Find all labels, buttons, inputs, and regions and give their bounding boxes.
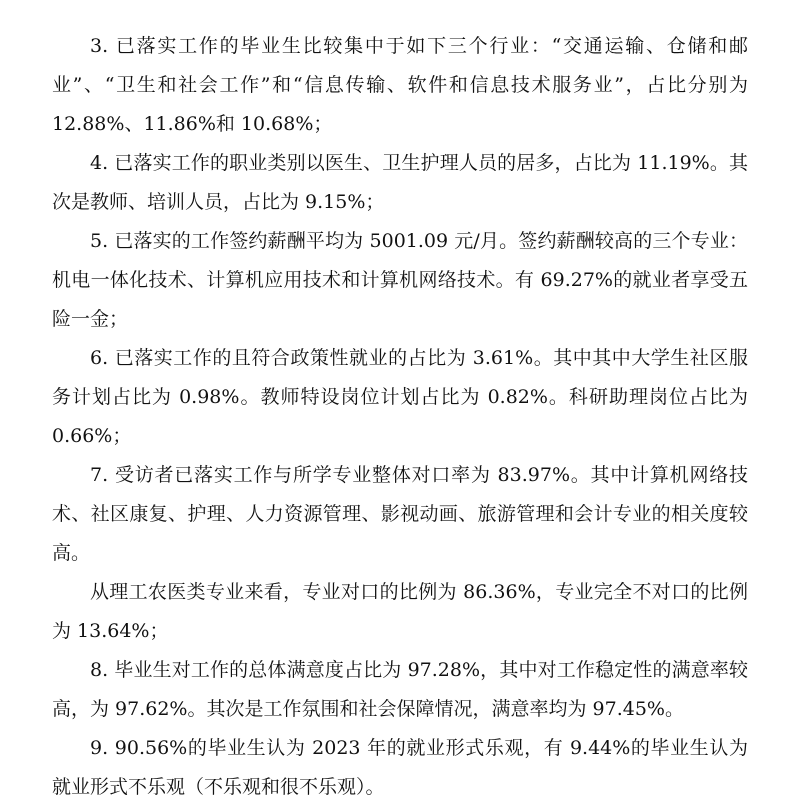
paragraph-occupation-category: 4. 已落实工作的职业类别以医生、卫生护理人员的居多，占比为 11.19%。其次是教师、培训人员，占比为 9.15%； xyxy=(52,152,748,213)
paragraph-major-match: 7. 受访者已落实工作与所学专业整体对口率为 83.97%。其中计算机网络技术、社区康复、护理、人力资源管理、影视动画、旅游管理和会计专业的相关度较高。 xyxy=(52,464,748,564)
paragraph-stem-match: 从理工农医类专业来看，专业对口的比例为 86.36%，专业完全不对口的比例为 13.64%； xyxy=(52,581,748,642)
paragraph-salary: 5. 已落实的工作签约薪酬平均为 5001.09 元/月。签约薪酬较高的三个专业：机电一体化技术、计算机应用技术和计算机网络技术。有 69.27%的就业者享受五险一金； xyxy=(52,230,748,330)
paragraph-policy-employment: 6. 已落实工作的且符合政策性就业的占比为 3.61%。其中其中大学生社区服务计划占比为 0.98%。教师特设岗位计划占比为 0.82%。科研助理岗位占比为 0.66%； xyxy=(52,347,748,447)
paragraph-employment-outlook: 9. 90.56%的毕业生认为 2023 年的就业形式乐观，有 9.44%的毕业生认为就业形式不乐观（不乐观和很不乐观）。 xyxy=(52,737,748,798)
paragraph-job-satisfaction: 8. 毕业生对工作的总体满意度占比为 97.28%，其中对工作稳定性的满意率较高，为 97.62%。其次是工作氛围和社会保障情况，满意率均为 97.45%。 xyxy=(52,659,748,720)
paragraph-industry-concentration: 3. 已落实工作的毕业生比较集中于如下三个行业：“交通运输、仓储和邮业”、“卫生和社会工作”和“信息传输、软件和信息技术服务业”，占比分别为 12.88%、11.86%和 10.68%； xyxy=(52,35,748,135)
